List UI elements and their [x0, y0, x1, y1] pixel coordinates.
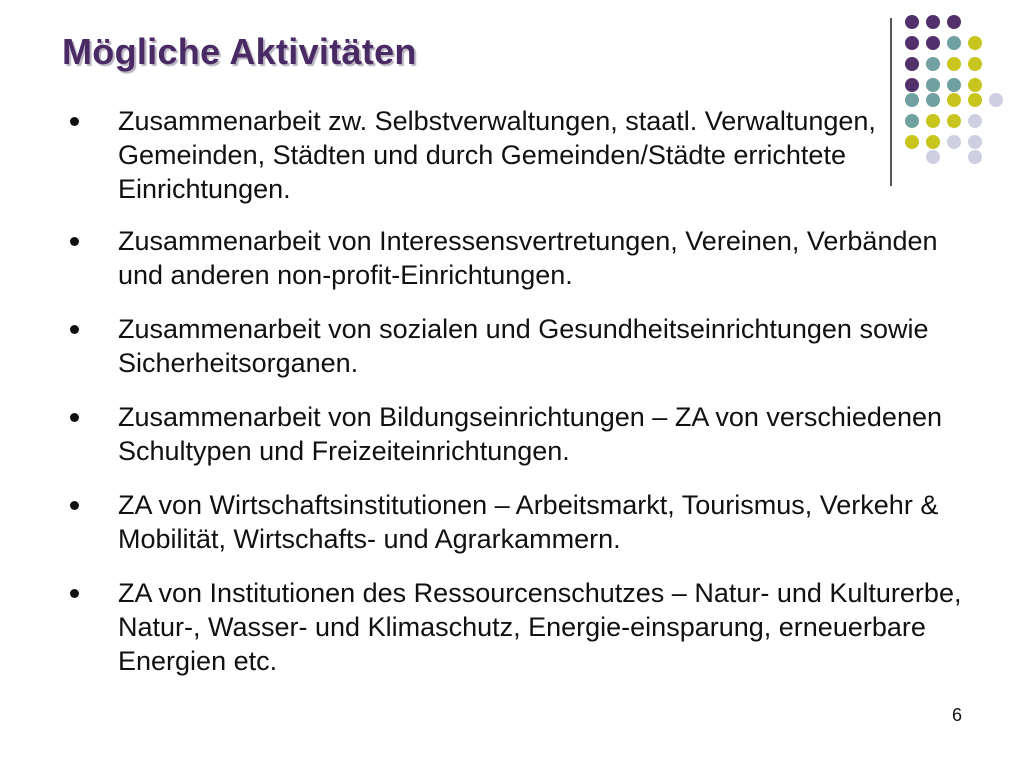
- decorative-dot: [926, 78, 940, 92]
- bullet-list: [60, 104, 980, 698]
- slide-title: Mögliche Aktivitäten: [62, 31, 417, 72]
- decorative-dot: [905, 36, 919, 50]
- bullet-dot-icon: [70, 589, 79, 598]
- bullet-text: ZA von Institutionen des Ressourcenschutzes – Natur- und Kulturerbe, Natur-, Wasser- und Klimaschutz, Energie-einsparung, erneuerbare Energien etc.: [118, 578, 962, 676]
- bullet-dot-icon: [70, 325, 79, 334]
- bullet-item: [60, 224, 980, 292]
- bullet-text: Zusammenarbeit von Bildungseinrichtungen – ZA von verschiedenen Schultypen und Freizeiteinrichtungen.: [118, 402, 942, 466]
- decorative-dot: [905, 15, 919, 29]
- decorative-dot: [905, 57, 919, 71]
- bullet-item: [60, 488, 980, 556]
- bullet-text: Zusammenarbeit zw. Selbstverwaltungen, staatl. Verwaltungen, Gemeinden, Städten und durch Gemeinden/Städte errichtete Einrichtungen.: [118, 106, 876, 204]
- decorative-dot: [926, 57, 940, 71]
- decorative-dot: [989, 93, 1003, 107]
- decorative-dot: [947, 15, 961, 29]
- decorative-dot: [968, 36, 982, 50]
- decorative-dot: [947, 78, 961, 92]
- page-number: 6: [952, 705, 963, 725]
- bullet-item: [60, 400, 980, 468]
- bullet-dot-icon: [70, 501, 79, 510]
- bullet-text: Zusammenarbeit von sozialen und Gesundheitseinrichtungen sowie Sicherheitsorganen.: [118, 314, 929, 378]
- decorative-dot: [968, 57, 982, 71]
- bullet-text: Zusammenarbeit von Interessensvertretungen, Vereinen, Verbänden und anderen non-profit-Einrichtungen.: [118, 226, 938, 290]
- bullet-item: [60, 104, 980, 206]
- decorative-dot: [947, 57, 961, 71]
- bullet-dot-icon: [70, 117, 79, 126]
- decorative-dot: [968, 78, 982, 92]
- bullet-text: ZA von Wirtschaftsinstitutionen – Arbeitsmarkt, Tourismus, Verkehr & Mobilität, Wirtschafts- und Agrarkammern.: [118, 490, 939, 554]
- bullet-item: [60, 312, 980, 380]
- bullet-dot-icon: [70, 413, 79, 422]
- decorative-dot: [926, 36, 940, 50]
- decorative-dot: [926, 15, 940, 29]
- decorative-dot: [905, 78, 919, 92]
- decorative-dot: [947, 36, 961, 50]
- bullet-dot-icon: [70, 237, 79, 246]
- bullet-item: [60, 576, 980, 678]
